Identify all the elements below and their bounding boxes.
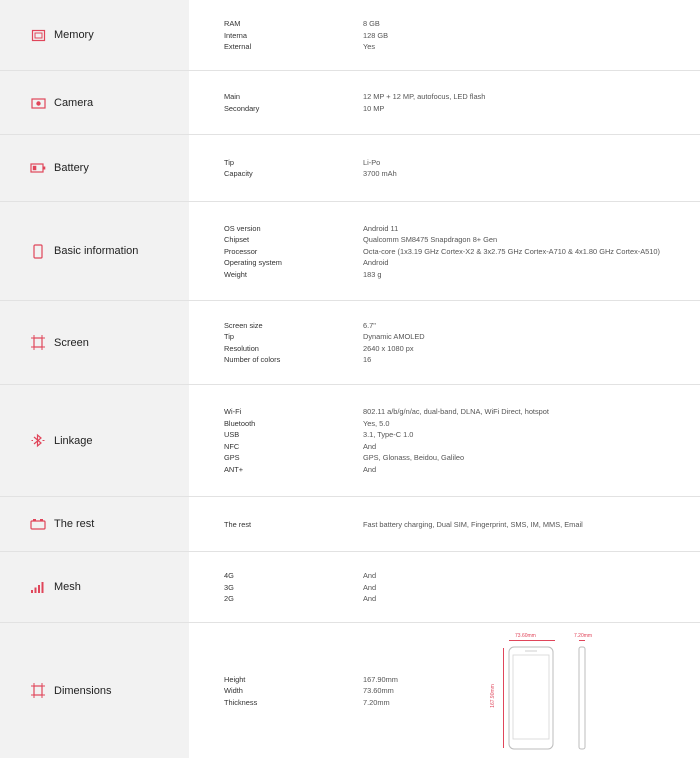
spec-rows xyxy=(189,623,700,758)
spec-value: 183 g xyxy=(363,269,382,279)
dimensions-icon xyxy=(30,683,46,699)
spec-row xyxy=(224,257,700,269)
spec-row xyxy=(224,234,700,246)
spec-key: Main xyxy=(224,92,241,102)
section-screen xyxy=(0,301,700,385)
spec-value: 3.1, Type-C 1.0 xyxy=(363,430,414,440)
category-dimensions xyxy=(0,623,189,758)
spec-row xyxy=(224,406,700,418)
camera-icon xyxy=(30,95,46,111)
battery-icon xyxy=(30,160,46,176)
spec-rows xyxy=(189,0,700,70)
spec-key: Processor xyxy=(224,246,258,256)
spec-value: Android 11 xyxy=(363,223,399,233)
category-linkage xyxy=(0,385,189,496)
spec-value: 167.90mm xyxy=(363,674,398,684)
memory-chip-icon xyxy=(30,27,46,43)
spec-value: And xyxy=(363,594,377,603)
spec-value: Yes, 5.0 xyxy=(363,418,390,428)
spec-row xyxy=(224,418,700,430)
spec-row xyxy=(224,593,700,605)
category-battery xyxy=(0,135,189,201)
spec-value: Dynamic AMOLED xyxy=(363,332,425,342)
spec-row xyxy=(224,18,700,30)
category-screen xyxy=(0,301,189,384)
spec-key: GPS xyxy=(224,453,240,463)
spec-value: 7.20mm xyxy=(363,697,390,707)
section-camera xyxy=(0,71,700,135)
spec-rows xyxy=(189,202,700,300)
width-measure-line xyxy=(509,640,555,641)
spec-key: Weight xyxy=(224,269,247,279)
spec-row xyxy=(224,441,700,453)
spec-row xyxy=(224,41,700,53)
spec-key: External xyxy=(224,42,252,51)
width-caption: 73.60mm xyxy=(515,633,536,639)
spec-value: 6.7" xyxy=(363,320,376,330)
spec-row xyxy=(224,91,700,103)
height-measure-line xyxy=(503,648,504,748)
spec-key: Resolution xyxy=(224,343,259,353)
spec-rows xyxy=(189,497,700,551)
spec-value: Qualcomm SM8475 Snapdragon 8+ Gen xyxy=(363,235,498,244)
category-label: Linkage xyxy=(54,434,93,447)
spec-value: 16 xyxy=(363,355,372,365)
section-the-rest xyxy=(0,497,700,552)
section-dimensions xyxy=(0,623,700,758)
spec-value: Yes xyxy=(363,42,376,51)
spec-value: 10 MP xyxy=(363,103,385,113)
spec-row xyxy=(224,343,700,355)
spec-key: 4G xyxy=(224,571,234,580)
spec-key: Tip xyxy=(224,157,234,167)
spec-row xyxy=(224,268,700,280)
spec-row xyxy=(224,168,700,180)
spec-row xyxy=(224,157,700,169)
spec-key: Bluetooth xyxy=(224,418,256,428)
category-label: Dimensions xyxy=(54,684,112,697)
spec-value: 2640 x 1080 px xyxy=(363,343,414,353)
spec-row xyxy=(224,464,700,476)
spec-key: Height xyxy=(224,674,246,684)
section-basic-information xyxy=(0,202,700,301)
car-battery-icon xyxy=(30,516,46,532)
spec-key: 3G xyxy=(224,582,234,592)
spec-row xyxy=(224,354,700,366)
phone-front-outline xyxy=(507,645,567,755)
category-basic-information xyxy=(0,202,189,300)
phone-icon xyxy=(30,243,46,259)
spec-key: Operating system xyxy=(224,258,282,267)
spec-rows xyxy=(189,71,700,134)
section-battery xyxy=(0,135,700,202)
spec-row xyxy=(224,331,700,343)
category-label: Screen xyxy=(54,336,89,349)
spec-value: 8 GB xyxy=(363,19,380,28)
spec-row xyxy=(224,518,700,530)
spec-row xyxy=(224,245,700,257)
spec-row xyxy=(224,29,700,41)
spec-key: The rest xyxy=(224,519,252,529)
spec-key: Secondary xyxy=(224,103,260,113)
spec-value: GPS, Glonass, Beidou, Galileo xyxy=(363,453,465,463)
phone-side-outline xyxy=(577,645,589,755)
spec-rows xyxy=(189,385,700,496)
spec-value: And xyxy=(363,582,377,592)
spec-key: NFC xyxy=(224,441,240,451)
bluetooth-icon xyxy=(30,433,46,449)
thickness-caption: 7.20mm xyxy=(574,633,593,639)
spec-key: Thickness xyxy=(224,697,258,707)
spec-value: 802.11 a/b/g/n/ac, dual-band, DLNA, WiFi Direct, hotspot xyxy=(363,407,549,417)
dimension-diagram xyxy=(489,633,605,753)
spec-row xyxy=(224,103,700,115)
category-memory xyxy=(0,0,189,70)
spec-row xyxy=(224,429,700,441)
spec-value: 3700 mAh xyxy=(363,169,397,179)
spec-rows xyxy=(189,135,700,201)
category-label: Battery xyxy=(54,162,89,174)
spec-value: 12 MP + 12 MP, autofocus, LED flash xyxy=(363,92,486,102)
spec-value: Li-Po xyxy=(363,157,381,167)
spec-row xyxy=(224,696,700,708)
spec-value: Android xyxy=(363,258,389,267)
spec-row xyxy=(224,570,700,582)
spec-row xyxy=(224,320,700,332)
spec-key: Tip xyxy=(224,332,234,342)
spec-key: Wi-Fi xyxy=(224,407,242,417)
spec-rows xyxy=(189,552,700,622)
spec-key: Width xyxy=(224,686,243,695)
category-label: Memory xyxy=(54,29,94,41)
spec-rows xyxy=(189,301,700,384)
spec-value: 73.60mm xyxy=(363,686,394,695)
spec-row xyxy=(224,673,700,685)
screen-icon xyxy=(30,335,46,351)
signal-icon xyxy=(30,579,46,595)
section-memory xyxy=(0,0,700,71)
category-label: The rest xyxy=(54,518,95,530)
spec-key: 2G xyxy=(224,594,234,603)
spec-row xyxy=(224,452,700,464)
category-label: Mesh xyxy=(54,581,81,593)
spec-key: USB xyxy=(224,430,240,440)
thickness-measure-line xyxy=(579,640,585,641)
section-mesh xyxy=(0,552,700,623)
spec-row xyxy=(224,222,700,234)
spec-key: ANT+ xyxy=(224,464,244,474)
spec-value: And xyxy=(363,441,377,451)
spec-value: And xyxy=(363,464,377,474)
spec-key: Chipset xyxy=(224,235,250,244)
spec-value: Fast battery charging, Dual SIM, Fingerprint, SMS, IM, MMS, Email xyxy=(363,519,583,529)
spec-key: Interna xyxy=(224,30,248,40)
height-caption: 167.90mm xyxy=(489,684,496,708)
spec-key: Screen size xyxy=(224,320,263,330)
category-label: Basic information xyxy=(54,245,139,257)
section-linkage xyxy=(0,385,700,497)
category-label: Camera xyxy=(54,96,94,109)
spec-value: And xyxy=(363,571,377,580)
spec-value: Octa-core (1x3.19 GHz Cortex-X2 & 3x2.75 GHz Cortex-A710 & 4x1.80 GHz Cortex-A510) xyxy=(363,246,660,256)
category-mesh xyxy=(0,552,189,622)
spec-row xyxy=(224,685,700,697)
spec-key: OS version xyxy=(224,223,261,233)
spec-key: RAM xyxy=(224,19,241,28)
spec-value: 128 GB xyxy=(363,30,389,40)
category-the-rest xyxy=(0,497,189,551)
category-camera xyxy=(0,71,189,134)
spec-row xyxy=(224,581,700,593)
spec-key: Capacity xyxy=(224,169,253,179)
spec-key: Number of colors xyxy=(224,355,281,365)
